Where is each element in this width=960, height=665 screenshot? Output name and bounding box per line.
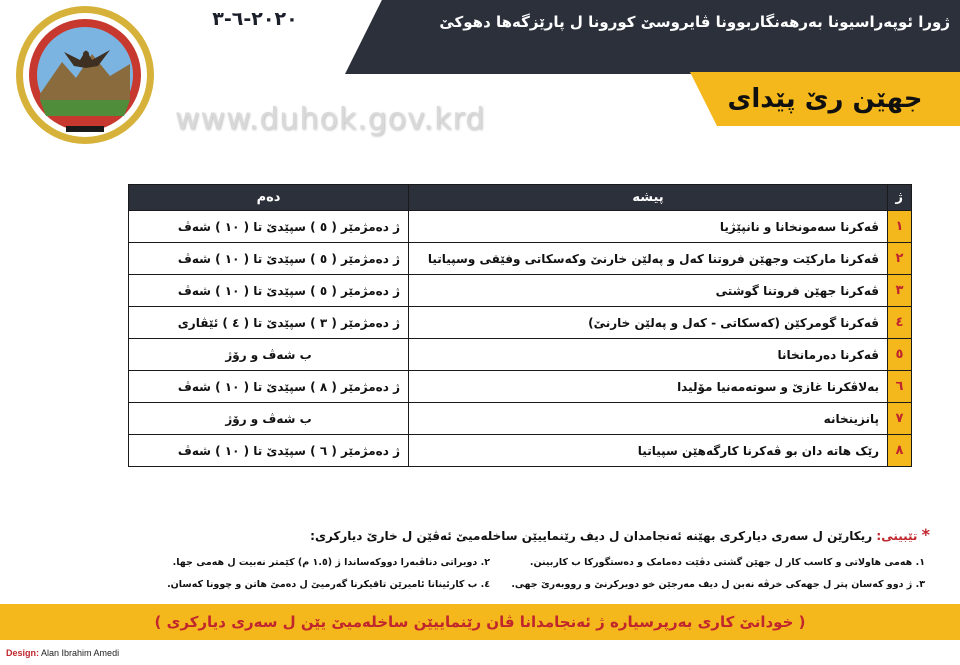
header-title: ژورا ئوپەراسیونا بەرهەنگاربوونا ڤایروسێ کورونا ل پارێزگەها دهوکێ (439, 13, 950, 31)
row-time: ب شەڤ و رۆژ (129, 403, 409, 435)
credit-label: Design: (6, 648, 40, 658)
row-job: ڤەکرنا جهێن فروتنا گوشتی (409, 275, 888, 307)
column-header-job: پیشه (409, 185, 888, 211)
note-item: ٤. ب کارئینانا ئامیرێن تاقیکرنا گەرمیێ ل دەمێ هاتن و چوونا کەسان. (167, 579, 490, 590)
column-header-time: دەم (129, 185, 409, 211)
row-time: ژ دەمژمێر ( ٥ ) سپێدێ تا ( ١٠ ) شەڤ (129, 211, 409, 243)
footer-slogan: ( خودانێ کاری بەرپرسیارە ژ ئەنجامدانا ڤان رێنماییێن ساخلەمیێ یێن ل سەری دیارکری ) (154, 613, 806, 631)
notes-label: تێبینی: (876, 529, 918, 543)
notes-heading (200, 524, 930, 546)
table-header-row (129, 185, 912, 211)
row-number: ٧ (888, 403, 912, 435)
table-row (129, 275, 912, 307)
notes-intro: ریکارێن ل سەری دیارکری بهێنە ئەنجامدان ل دیف رێنماییێن ساخلەمیێ ئەڤێن ل خارێ دیارکری: (310, 529, 873, 543)
row-job: بەلاڤکرنا غازێ و سوتەمەنیا مۆلیدا (409, 371, 888, 403)
note-item: ٣. ژ دوو کەسان پتر ل جهەکی خرڤە نەبن ل دیف مەرجێن خو دویرکرنێ و رووبەرێ جهی. (511, 579, 925, 590)
row-job: ڤەکرنا دەرمانخانا (409, 339, 888, 371)
credit-name: Alan Ibrahim Amedi (41, 648, 120, 658)
row-job: ڤەکرنا سەمونخانا و نانپێژیا (409, 211, 888, 243)
row-job: ڤەکرنا مارکێت وجهێن فروتنا کەل و پەلێن خارنێ وکەسکاتی وفێقی وسپیاتیا (409, 243, 888, 275)
header-date: ٢٠٢٠-٦-٣ (212, 8, 298, 30)
row-time: ژ دەمژمێر ( ٣ ) سپێدێ تا ( ٤ ) ئێڤاری (129, 307, 409, 339)
column-header-number: ژ (888, 185, 912, 211)
row-job: ڤەکرنا گومرکێن (کەسکاتی - کەل و پەلێن خارنێ) (409, 307, 888, 339)
row-time: ب شەڤ و رۆژ (129, 339, 409, 371)
row-time: ژ دەمژمێر ( ٥ ) سپێدێ تا ( ١٠ ) شەڤ (129, 275, 409, 307)
note-star-icon: * (921, 525, 930, 544)
note-item: ٢. دویراتی دناڤبەرا دووکەساندا ژ (١.٥ م) کێمتر نەبیت ل هەمی جها. (172, 557, 490, 568)
schedule-table-wrapper (128, 184, 911, 464)
row-number: ٢ (888, 243, 912, 275)
row-time: ژ دەمژمێر ( ٦ ) سپێدێ تا ( ١٠ ) شەڤ (129, 435, 409, 467)
row-time: ژ دەمژمێر ( ٥ ) سپێدێ تا ( ١٠ ) شەڤ (129, 243, 409, 275)
row-number: ٤ (888, 307, 912, 339)
row-time: ژ دەمژمێر ( ٨ ) سپێدێ تا ( ١٠ ) شەڤ (129, 371, 409, 403)
website-watermark: www.duhok.gov.krd (175, 102, 486, 137)
row-number: ٥ (888, 339, 912, 371)
duhok-seal-icon (14, 4, 156, 146)
row-number: ١ (888, 211, 912, 243)
ribbon-title: جهێن رێ پێدای (727, 84, 923, 114)
row-number: ٦ (888, 371, 912, 403)
table-row (129, 339, 912, 371)
row-number: ٨ (888, 435, 912, 467)
note-item: ١. هەمی هاولاتی و کاسب کار ل جهێن گشتی دڤێت دەمامک و دەستگورکا ب کاربینن. (529, 557, 925, 568)
table-row (129, 307, 912, 339)
table-row (129, 243, 912, 275)
table-row (129, 371, 912, 403)
table-row (129, 211, 912, 243)
table-row (129, 435, 912, 467)
schedule-table (128, 184, 912, 467)
table-row (129, 403, 912, 435)
row-job: رێک هاتە دان بو ڤەکرنا کارگەهێن سپیاتیا (409, 435, 888, 467)
notes-list (60, 552, 925, 598)
row-job: پانزینخانە (409, 403, 888, 435)
design-credit (6, 646, 306, 660)
row-number: ٣ (888, 275, 912, 307)
